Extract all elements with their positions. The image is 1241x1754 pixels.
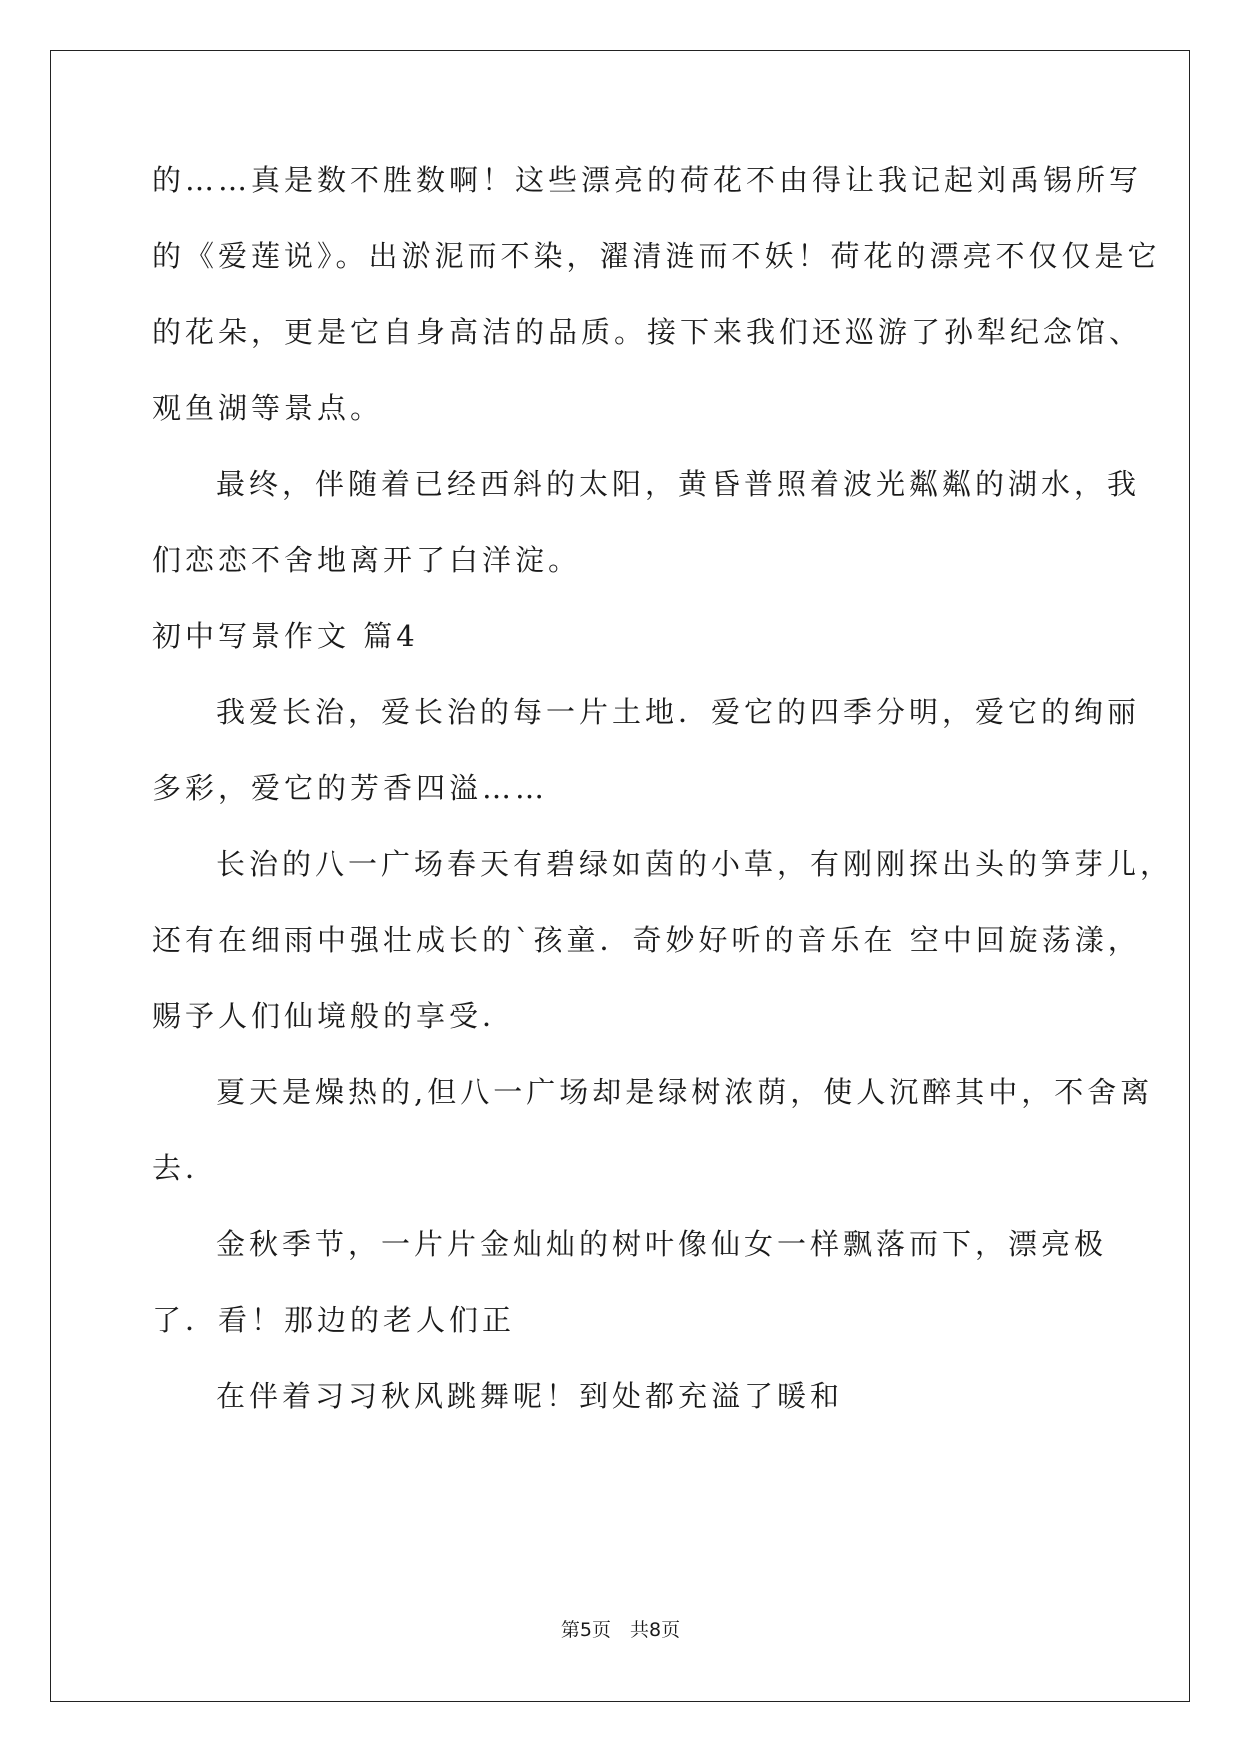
total-pages: 8 bbox=[649, 1619, 662, 1641]
text-line: 的花朵，更是它自身高洁的品质。接下来我们还巡游了孙犁纪念馆、 bbox=[152, 315, 1143, 349]
text-line: 赐予人们仙境般的享受． bbox=[152, 999, 516, 1033]
text-line: 了．看！那边的老人们正 bbox=[152, 1303, 516, 1337]
paragraph-start-line: 最终，伴随着已经西斜的太阳，黄昏普照着波光粼粼的湖水，我 bbox=[216, 467, 1141, 501]
text-line: 们恋恋不舍地离开了白洋淀。 bbox=[152, 543, 582, 577]
footer-suffix: 页 bbox=[661, 1619, 681, 1641]
footer-mid: 页 共 bbox=[591, 1619, 649, 1641]
page-footer bbox=[0, 1615, 1241, 1642]
text-line: 多彩，爱它的芳香四溢…… bbox=[152, 771, 549, 805]
text-line: 观鱼湖等景点。 bbox=[152, 391, 384, 425]
section-heading: 初中写景作文 篇4 bbox=[152, 619, 419, 653]
paragraph-start-line: 长治的八一广场春天有碧绿如茵的小草，有刚刚探出头的笋芽儿， bbox=[216, 847, 1174, 881]
paragraph-start-line: 我爱长治，爱长治的每一片土地．爱它的四季分明，爱它的绚丽 bbox=[216, 695, 1141, 729]
text-line: 的《爱莲说》。出淤泥而不染，濯清涟而不妖！荷花的漂亮不仅仅是它 bbox=[152, 239, 1161, 273]
footer-prefix: 第 bbox=[560, 1619, 580, 1641]
paragraph-start-line: 金秋季节，一片片金灿灿的树叶像仙女一样飘落而下，漂亮极 bbox=[216, 1227, 1108, 1261]
paragraph-start-line: 在伴着习习秋风跳舞呢！到处都充溢了暖和 bbox=[216, 1379, 844, 1413]
text-line: 去． bbox=[152, 1151, 219, 1185]
text-line: 的……真是数不胜数啊！这些漂亮的荷花不由得让我记起刘禹锡所写 bbox=[152, 163, 1143, 197]
page-number: 5 bbox=[579, 1619, 592, 1641]
text-line: 还有在细雨中强壮成长的`孩童．奇妙好听的音乐在 空中回旋荡漾， bbox=[152, 923, 1141, 957]
paragraph-start-line: 夏天是燥热的,但八一广场却是绿树浓荫，使人沉醉其中，不舍离 bbox=[216, 1075, 1154, 1109]
